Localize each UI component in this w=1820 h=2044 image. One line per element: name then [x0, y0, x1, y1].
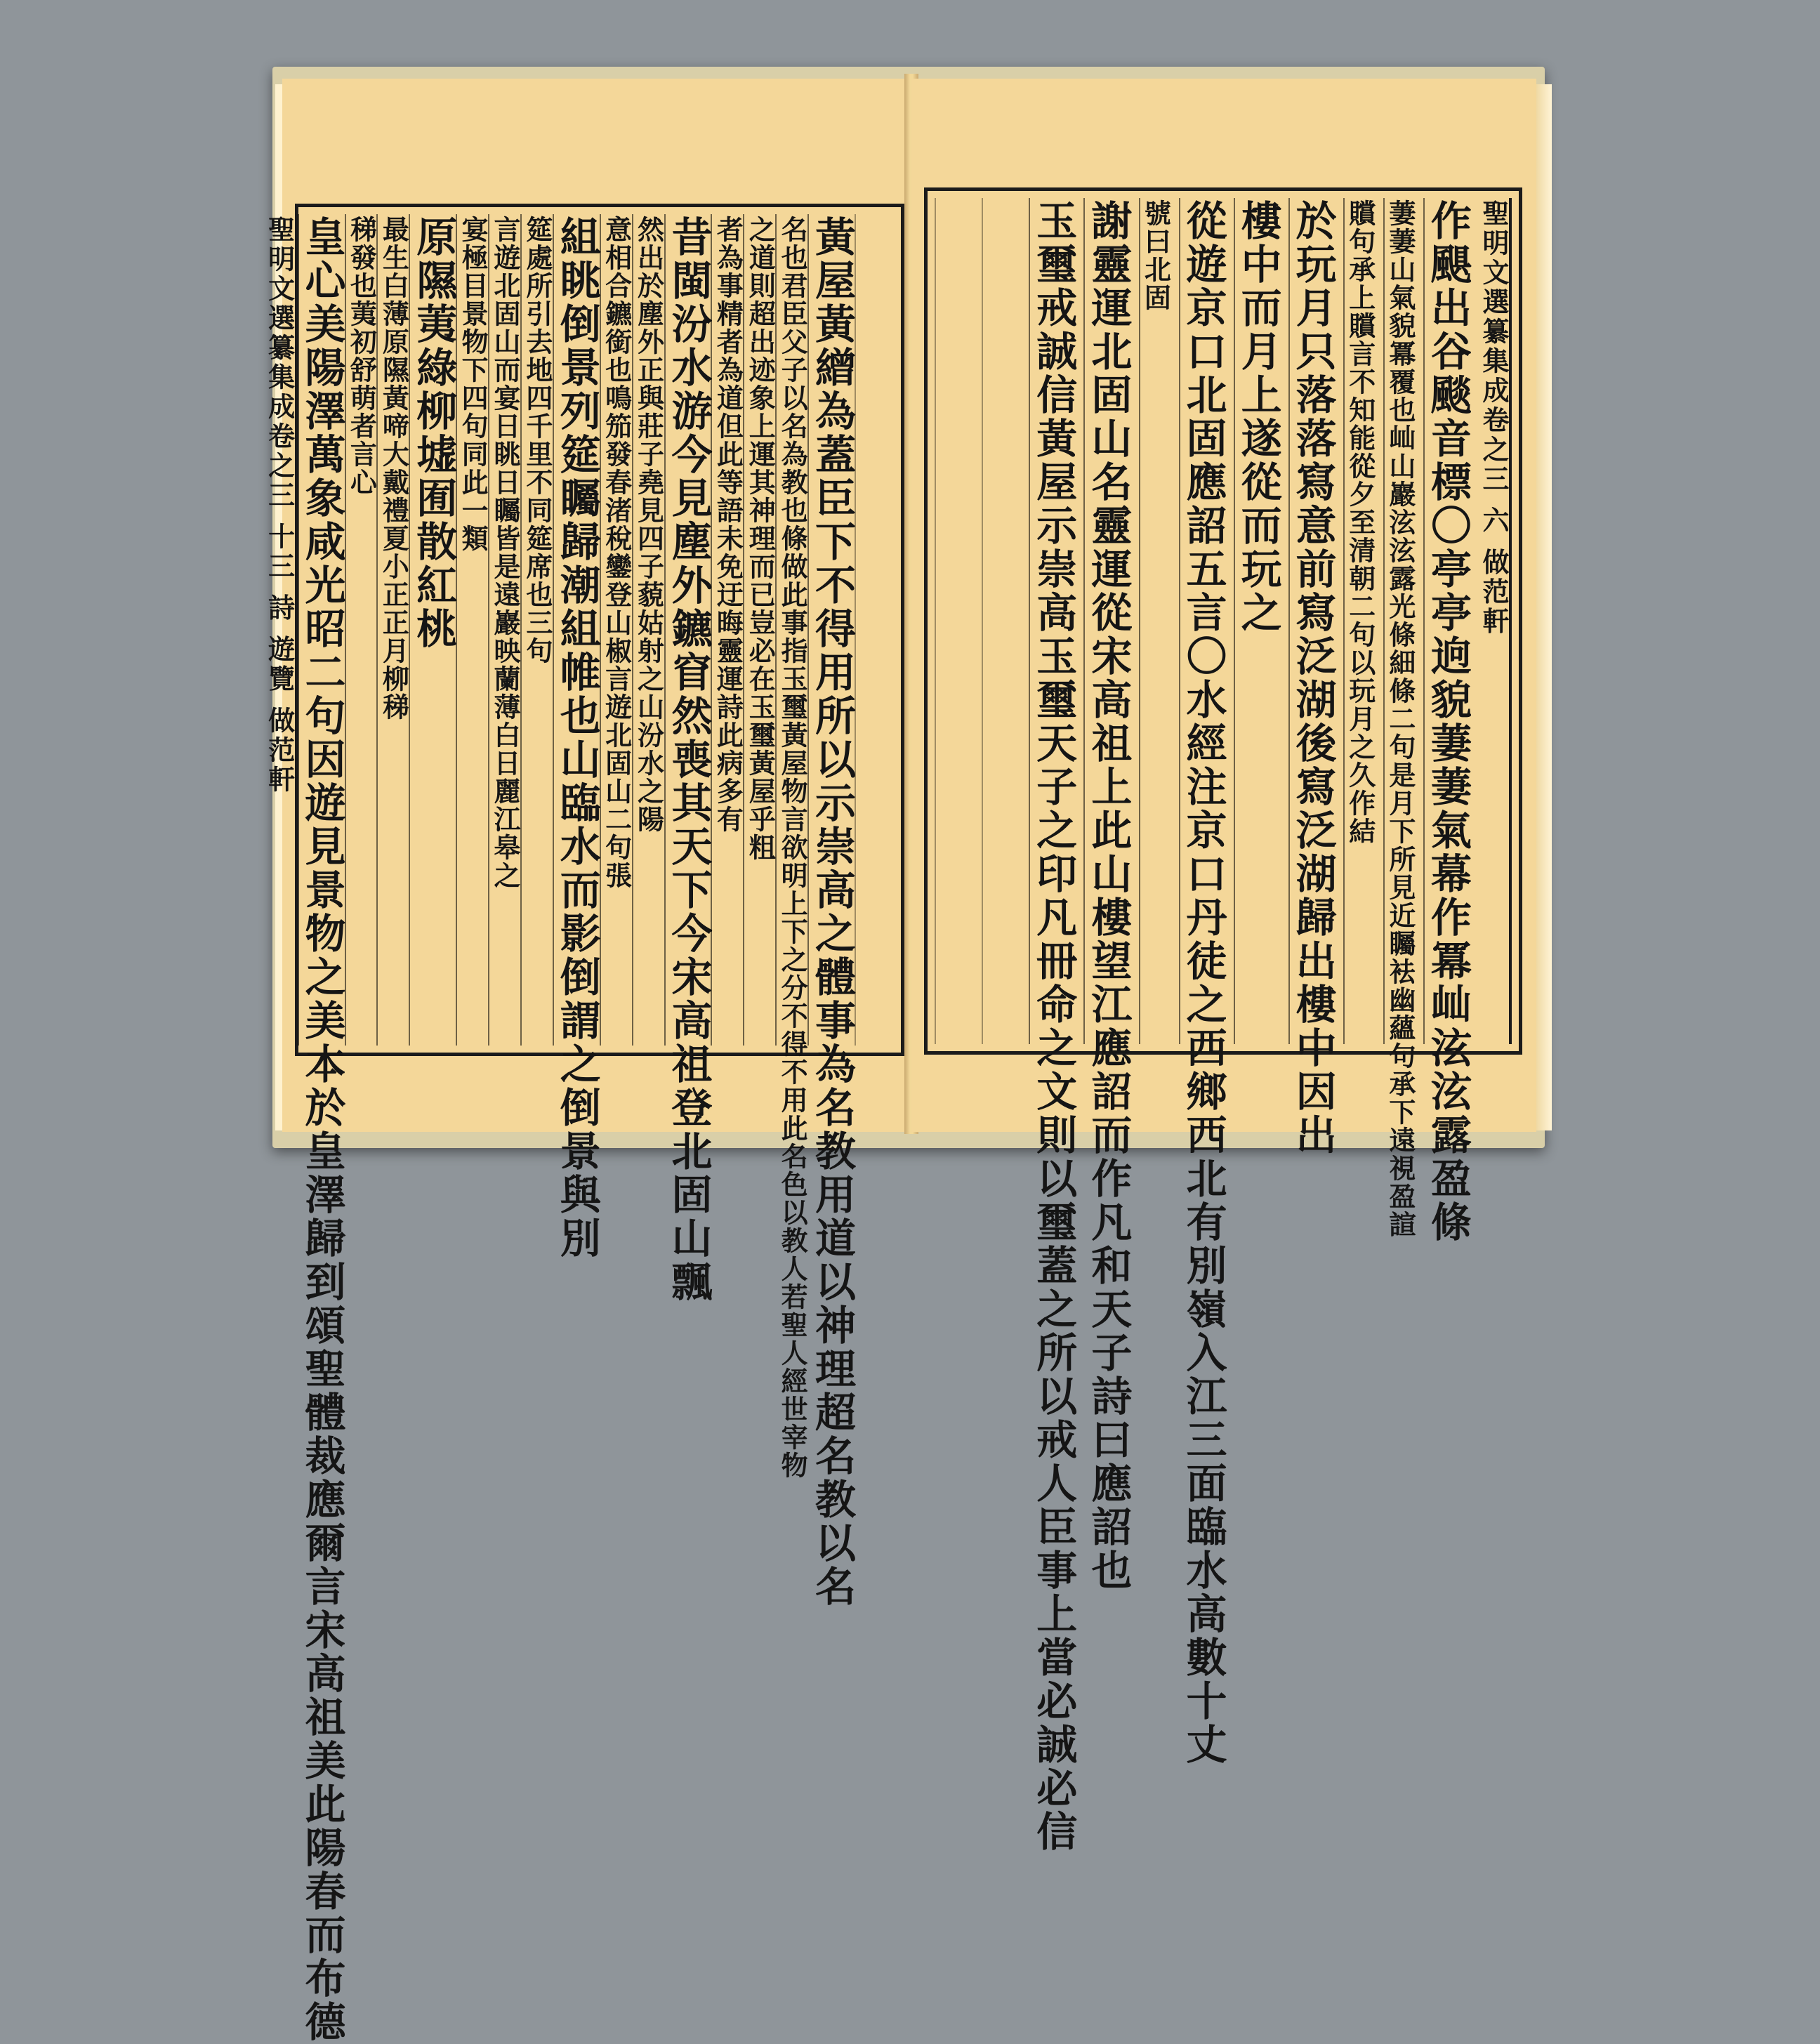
- right-margin-title: 聖明文選纂集成卷之三 六 做范軒: [1478, 198, 1512, 1044]
- left-margin-title: 聖明文選纂集成卷之三 十三 詩 遊覽 做范軒: [264, 214, 298, 1046]
- text-column: 昔閩汾水游今見塵外鑣窅然喪其天下今宋高祖登北固山飄: [664, 216, 713, 1304]
- text-column: 組眺倒景列筵矚歸潮組帷也山臨水而影倒謂之倒景與別: [553, 216, 601, 1260]
- text-column: 然出於塵外正與莊子堯見四子藐姑射之山汾水之陽: [632, 214, 664, 1046]
- text-column: 宴極目景物下四句同此一類: [456, 214, 488, 1046]
- text-column: 作颶出谷颷音標〇亭亭逈貌萋萋氣幕作冪屾泫泫露盈條: [1423, 199, 1472, 1244]
- text-column: 名也君臣父子以名為教也條做此事指玉璽黃屋物言欲明上下之分不得不用此名色以教人若聖人經世宰物: [777, 216, 809, 1479]
- right-page: [911, 79, 1536, 1854]
- right-blank-column: [982, 198, 1021, 1044]
- right-text-columns: [935, 198, 1512, 1854]
- text-column: 稊發也荑初舒萌者言心: [345, 214, 377, 1046]
- text-column: 玉璽戒誠信黃屋示崇高玉璽天子之印凡冊命之文則以璽蓋之所以戒人臣事上當必誠必信: [1029, 199, 1078, 1854]
- right-blank-column: [935, 198, 974, 1044]
- text-column: 意相合鑣銜也鳴笳發春渚稅鑾登山椒言遊北固山二句張: [600, 214, 632, 1046]
- left-blank-column: [855, 214, 894, 1046]
- text-column: 號曰北固: [1139, 198, 1171, 1044]
- text-column: 最生白薄原隰黃啼大戴禮夏小正正月柳稊: [376, 214, 409, 1046]
- left-text-columns: [263, 214, 894, 2044]
- right-text-frame: [924, 187, 1522, 1854]
- text-column: 贘句承上贘言不知能從夕至清朝二句以玩月之久作結: [1343, 198, 1376, 1044]
- text-column: 從遊京口北固應詔五言〇水經注京口丹徒之西鄉西北有別嶺入江三面臨水高數十丈: [1179, 199, 1227, 1767]
- text-column: 原隰荑綠柳墟囿散紅桃: [409, 214, 456, 1046]
- text-column: 筵處所引去地四千里不同筵席也三句: [520, 214, 553, 1046]
- text-column: 者為事精者為道但此等語未免迂晦靈運詩此病多有: [711, 214, 743, 1046]
- left-page: [263, 79, 911, 2044]
- text-column: 黃屋黃繒為蓋臣下不得用所以示崇高之體事為名教用道以神理超名教以名: [808, 216, 856, 1609]
- text-column: 萋萋山氣貌冪覆也屾山巖泫泫露光條細條二句是月下所見近矚袪幽蘊句承下遠視盈諠: [1384, 199, 1416, 1239]
- text-column: 樓中而月上遂從而玩之: [1234, 198, 1281, 1044]
- text-column: 謝靈運北固山名靈運從宋高祖上此山樓望江應詔而作凡和天子詩曰應詔也: [1084, 199, 1133, 1593]
- text-column: 皇心美陽澤萬象咸光昭二句因遊見景物之美本於皇澤歸到頌聖體裁應爾言宋高祖美此陽春而布德: [298, 216, 346, 2044]
- text-column: 於玩月只落落寫意前寫泛湖後寫泛湖歸出樓中因出: [1288, 199, 1337, 1157]
- left-text-frame: [263, 204, 904, 2044]
- text-column: 之道則超出迹象上運其神理而已豈必在玉璽黃屋乎粗: [743, 214, 775, 1046]
- text-column: 言遊北固山而宴日眺日矚皆是遠巖映蘭薄白日麗江皋之: [488, 214, 520, 1046]
- right-page-edge: [1536, 84, 1552, 1130]
